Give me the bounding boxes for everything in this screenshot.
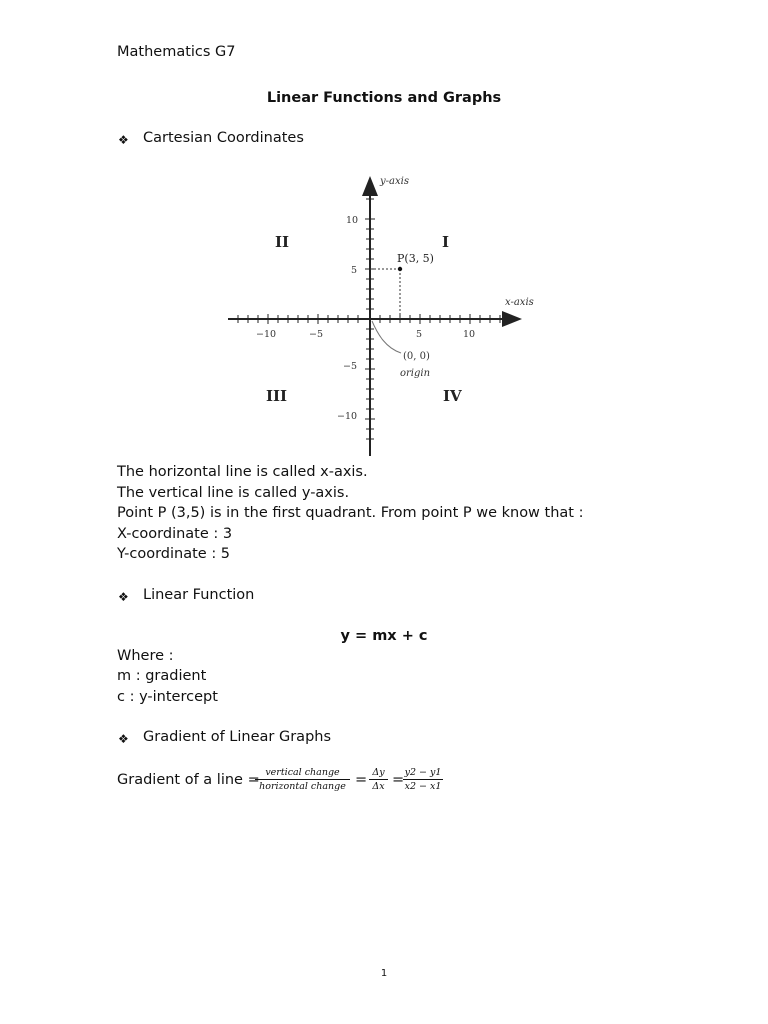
bullet-icon: ❖ (118, 133, 129, 147)
x-tick-label: −10 (256, 329, 277, 340)
y-tick-label: −5 (343, 361, 358, 372)
quadrant-label-3: III (266, 387, 288, 405)
text-line: Y-coordinate : 5 (117, 546, 231, 562)
origin-caption: origin (400, 368, 431, 379)
fraction-coordinates (403, 767, 443, 792)
fraction-change (255, 767, 350, 792)
origin-label: (0, 0) (403, 351, 430, 362)
quadrant-label-2: II (275, 233, 290, 251)
text-line: The vertical line is called y-axis. (117, 485, 350, 501)
x-axis-label: x-axis (505, 297, 534, 308)
fraction-numerator: vertical change (255, 767, 350, 780)
text-line: c : y-intercept (117, 689, 218, 705)
point-p-label: P(3, 5) (397, 252, 434, 265)
bullet-icon: ❖ (118, 590, 129, 604)
x-tick-label: 10 (463, 329, 476, 340)
fraction-numerator: Δy (369, 767, 388, 780)
y-axis-label: y-axis (380, 176, 409, 187)
equals-sign: = (355, 772, 368, 788)
equals-sign: = (392, 772, 405, 788)
x-tick-label: −5 (309, 329, 324, 340)
fraction-denominator: x2 − x1 (404, 781, 442, 792)
quadrant-label-4: IV (443, 387, 462, 405)
fraction-denominator: Δx (372, 781, 385, 792)
fraction-delta (369, 767, 388, 792)
text-line: Point P (3,5) is in the first quadrant. From point P we know that : (117, 505, 584, 521)
x-tick-label: 5 (416, 329, 423, 340)
point-p-marker (398, 267, 402, 271)
bullet-icon: ❖ (118, 732, 129, 746)
y-tick-label: 10 (346, 215, 359, 226)
origin-pointer (372, 321, 401, 353)
y-tick-label: 5 (351, 265, 358, 276)
cartesian-graph (220, 170, 534, 462)
y-tick-label: −10 (337, 411, 358, 422)
fraction-numerator: y2 − y1 (404, 767, 442, 778)
document-header: Mathematics G7 (117, 44, 236, 60)
text-line: X-coordinate : 3 (117, 526, 233, 542)
section-heading-cartesian: Cartesian Coordinates (143, 130, 304, 146)
gradient-prefix: Gradient of a line = (117, 772, 260, 788)
text-line: The horizontal line is called x-axis. (117, 464, 368, 480)
fraction-denominator: horizontal change (259, 781, 346, 792)
text-line: m : gradient (117, 668, 207, 684)
page-title: Linear Functions and Graphs (266, 90, 502, 106)
section-heading-gradient: Gradient of Linear Graphs (143, 729, 332, 745)
section-heading-linear-function: Linear Function (143, 587, 255, 603)
linear-equation: y = mx + c (340, 628, 428, 644)
text-line: Where : (117, 648, 174, 664)
quadrant-label-1: I (442, 233, 450, 251)
page-number: 1 (380, 968, 388, 979)
